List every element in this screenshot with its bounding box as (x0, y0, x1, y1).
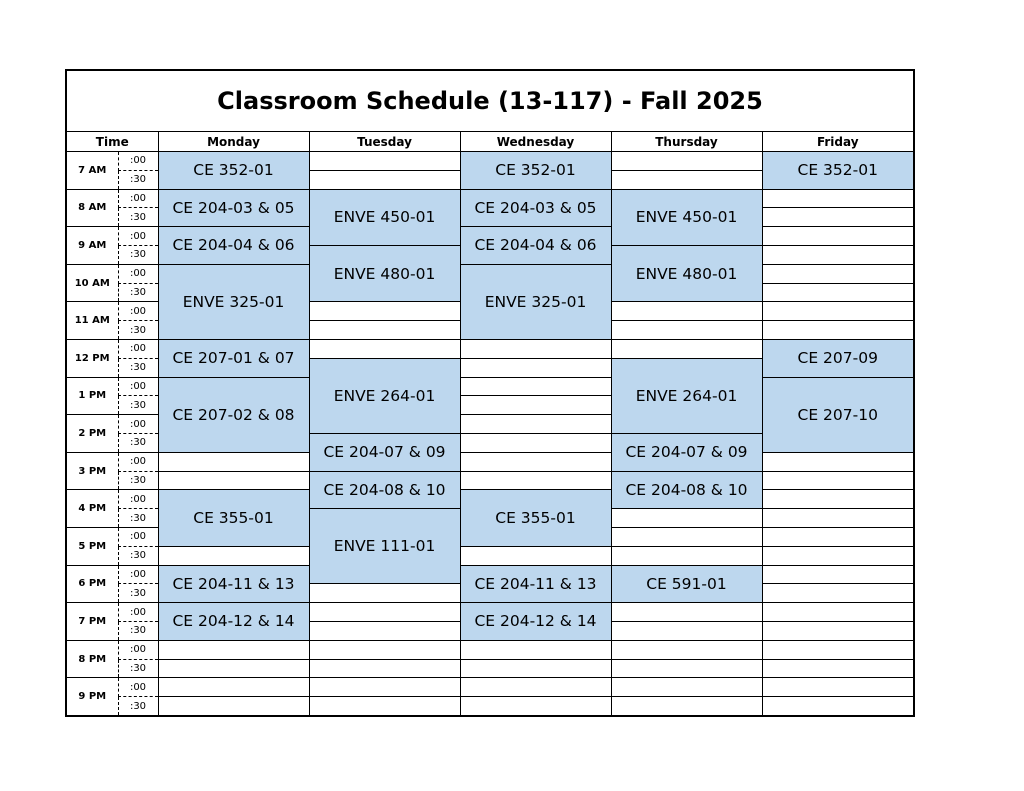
empty-slot (158, 697, 309, 716)
empty-slot (762, 621, 914, 640)
title-row (66, 70, 914, 132)
empty-slot (460, 396, 611, 415)
empty-slot (460, 678, 611, 697)
empty-slot (309, 339, 460, 358)
course-block: CE 204-04 & 06 (158, 227, 309, 265)
course-block: CE 591-01 (611, 565, 762, 603)
minute-30-label: :30 (118, 321, 158, 340)
time-slot-row (66, 152, 914, 171)
minute-30-label: :30 (118, 659, 158, 678)
minute-00-label: :00 (118, 640, 158, 659)
empty-slot (460, 415, 611, 434)
course-block: ENVE 264-01 (309, 358, 460, 433)
empty-slot (762, 227, 914, 246)
hour-label: 3 PM (66, 452, 118, 490)
time-slot-row (66, 264, 914, 283)
course-block: CE 204-12 & 14 (460, 603, 611, 641)
course-block: ENVE 264-01 (611, 358, 762, 433)
time-slot-row (66, 640, 914, 659)
course-block: ENVE 450-01 (611, 189, 762, 245)
course-block: ENVE 325-01 (460, 264, 611, 339)
hour-label: 10 AM (66, 264, 118, 302)
minute-00-label: :00 (118, 339, 158, 358)
empty-slot (611, 621, 762, 640)
empty-slot (611, 321, 762, 340)
empty-slot (460, 452, 611, 471)
empty-slot (611, 152, 762, 171)
empty-slot (309, 621, 460, 640)
empty-slot (762, 471, 914, 490)
minute-00-label: :00 (118, 603, 158, 622)
hour-label: 11 AM (66, 302, 118, 340)
time-slot-row (66, 189, 914, 208)
empty-slot (762, 189, 914, 208)
empty-slot (762, 208, 914, 227)
empty-slot (762, 659, 914, 678)
empty-slot (611, 640, 762, 659)
empty-slot (460, 377, 611, 396)
empty-slot (762, 490, 914, 509)
hour-label: 7 PM (66, 603, 118, 641)
minute-30-label: :30 (118, 170, 158, 189)
minute-30-label: :30 (118, 584, 158, 603)
schedule-table (65, 69, 915, 717)
course-block: CE 355-01 (158, 490, 309, 546)
empty-slot (460, 358, 611, 377)
empty-slot (762, 264, 914, 283)
day-header-friday: Friday (762, 132, 914, 152)
time-slot-row (66, 227, 914, 246)
empty-slot (611, 659, 762, 678)
time-slot-row (66, 697, 914, 716)
empty-slot (158, 659, 309, 678)
empty-slot (611, 302, 762, 321)
time-slot-row (66, 659, 914, 678)
empty-slot (762, 546, 914, 565)
course-block: ENVE 480-01 (309, 245, 460, 301)
time-slot-row (66, 603, 914, 622)
course-block: CE 204-07 & 09 (309, 433, 460, 471)
hour-label: 7 AM (66, 152, 118, 190)
empty-slot (611, 678, 762, 697)
minute-00-label: :00 (118, 227, 158, 246)
time-slot-row (66, 377, 914, 396)
minute-30-label: :30 (118, 245, 158, 264)
time-slot-row (66, 546, 914, 565)
course-block: CE 352-01 (460, 152, 611, 190)
time-slot-row (66, 565, 914, 584)
empty-slot (158, 546, 309, 565)
minute-00-label: :00 (118, 565, 158, 584)
course-block: CE 207-09 (762, 339, 914, 377)
course-block: ENVE 450-01 (309, 189, 460, 245)
hour-label: 12 PM (66, 339, 118, 377)
empty-slot (611, 603, 762, 622)
minute-30-label: :30 (118, 546, 158, 565)
empty-slot (762, 509, 914, 528)
empty-slot (460, 659, 611, 678)
empty-slot (309, 678, 460, 697)
minute-30-label: :30 (118, 283, 158, 302)
empty-slot (309, 152, 460, 171)
day-header-monday: Monday (158, 132, 309, 152)
minute-00-label: :00 (118, 377, 158, 396)
minute-00-label: :00 (118, 152, 158, 171)
time-slot-row (66, 678, 914, 697)
empty-slot (611, 339, 762, 358)
course-block: CE 204-11 & 13 (158, 565, 309, 603)
schedule-title: Classroom Schedule (13-117) - Fall 2025 (66, 70, 914, 132)
hour-label: 2 PM (66, 415, 118, 453)
empty-slot (309, 603, 460, 622)
hour-label: 9 AM (66, 227, 118, 265)
empty-slot (309, 321, 460, 340)
empty-slot (611, 527, 762, 546)
minute-30-label: :30 (118, 621, 158, 640)
empty-slot (309, 584, 460, 603)
time-header: Time (66, 132, 158, 152)
course-block: CE 204-03 & 05 (158, 189, 309, 227)
empty-slot (309, 302, 460, 321)
course-block: CE 204-03 & 05 (460, 189, 611, 227)
empty-slot (611, 546, 762, 565)
empty-slot (762, 565, 914, 584)
course-block: CE 204-11 & 13 (460, 565, 611, 603)
hour-label: 5 PM (66, 527, 118, 565)
course-block: CE 204-12 & 14 (158, 603, 309, 641)
empty-slot (158, 452, 309, 471)
minute-30-label: :30 (118, 208, 158, 227)
minute-30-label: :30 (118, 697, 158, 716)
empty-slot (611, 509, 762, 528)
hour-label: 8 AM (66, 189, 118, 227)
minute-00-label: :00 (118, 415, 158, 434)
course-block: CE 204-08 & 10 (611, 471, 762, 509)
empty-slot (762, 452, 914, 471)
empty-slot (762, 678, 914, 697)
course-block: CE 355-01 (460, 490, 611, 546)
minute-00-label: :00 (118, 678, 158, 697)
time-slot-row (66, 490, 914, 509)
course-block: CE 207-02 & 08 (158, 377, 309, 452)
empty-slot (611, 697, 762, 716)
course-block: CE 204-08 & 10 (309, 471, 460, 509)
time-slot-row (66, 471, 914, 490)
empty-slot (460, 471, 611, 490)
empty-slot (158, 471, 309, 490)
empty-slot (762, 603, 914, 622)
time-slot-row (66, 339, 914, 358)
empty-slot (309, 170, 460, 189)
minute-30-label: :30 (118, 471, 158, 490)
empty-slot (460, 640, 611, 659)
empty-slot (762, 283, 914, 302)
hour-label: 8 PM (66, 640, 118, 678)
hour-label: 4 PM (66, 490, 118, 528)
hour-label: 1 PM (66, 377, 118, 415)
minute-00-label: :00 (118, 302, 158, 321)
empty-slot (762, 302, 914, 321)
minute-30-label: :30 (118, 358, 158, 377)
minute-00-label: :00 (118, 527, 158, 546)
course-block: CE 352-01 (158, 152, 309, 190)
empty-slot (762, 584, 914, 603)
empty-slot (762, 527, 914, 546)
course-block: CE 204-07 & 09 (611, 433, 762, 471)
minute-30-label: :30 (118, 396, 158, 415)
day-header-wednesday: Wednesday (460, 132, 611, 152)
day-header-thursday: Thursday (611, 132, 762, 152)
minute-00-label: :00 (118, 189, 158, 208)
empty-slot (309, 640, 460, 659)
course-block: ENVE 111-01 (309, 509, 460, 584)
course-block: CE 207-10 (762, 377, 914, 452)
hour-label: 6 PM (66, 565, 118, 603)
course-block: CE 207-01 & 07 (158, 339, 309, 377)
empty-slot (158, 640, 309, 659)
empty-slot (762, 697, 914, 716)
empty-slot (611, 170, 762, 189)
empty-slot (762, 640, 914, 659)
empty-slot (460, 433, 611, 452)
empty-slot (460, 697, 611, 716)
hour-label: 9 PM (66, 678, 118, 716)
time-slot-row (66, 452, 914, 471)
empty-slot (460, 339, 611, 358)
empty-slot (762, 321, 914, 340)
course-block: ENVE 325-01 (158, 264, 309, 339)
minute-00-label: :00 (118, 490, 158, 509)
empty-slot (309, 659, 460, 678)
empty-slot (460, 546, 611, 565)
course-block: ENVE 480-01 (611, 245, 762, 301)
minute-30-label: :30 (118, 433, 158, 452)
empty-slot (158, 678, 309, 697)
course-block: CE 204-04 & 06 (460, 227, 611, 265)
minute-30-label: :30 (118, 509, 158, 528)
minute-00-label: :00 (118, 264, 158, 283)
day-header-tuesday: Tuesday (309, 132, 460, 152)
empty-slot (309, 697, 460, 716)
minute-00-label: :00 (118, 452, 158, 471)
empty-slot (762, 245, 914, 264)
course-block: CE 352-01 (762, 152, 914, 190)
header-row (66, 132, 914, 152)
